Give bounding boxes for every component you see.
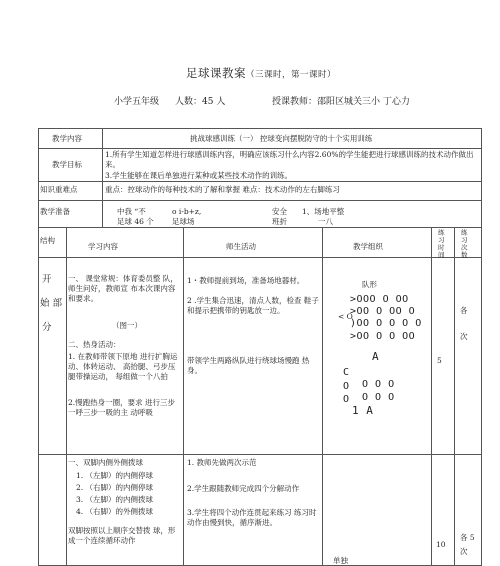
formation-o-1: O — [343, 381, 350, 392]
prep-col3-a: 安全 — [272, 207, 287, 216]
section2-summary: 双脚按照以上顺序交替拨 球，形成一个连续循环动作 — [68, 526, 176, 546]
prep-col2-b: 足球场 — [172, 217, 195, 226]
section2-title: 一、双脚内侧外侧拨球 — [68, 458, 143, 467]
prep-label: 教学准备 — [40, 207, 70, 216]
section2-activity-2: 2.学生跟随教师完成四个分解动作 — [187, 484, 300, 493]
formation-bottom-row-2: O O O — [362, 392, 395, 403]
content-value: 挑战球感训练（一） 控球变向摆脱防守的十个实用训练 — [190, 134, 373, 143]
section1-warmup-title: 二、热身活动： — [68, 340, 121, 349]
section1-figure-ref: （图一） — [112, 321, 142, 330]
section2-activity-1: 1. 教师先做两次示范 — [187, 458, 257, 467]
goal-item-3: 3.学生能够在课后单独进行某种或某些技术动作的训练。 — [105, 171, 293, 180]
page-subtitle: （三课时，第一课时） — [246, 70, 337, 80]
section1-warmup-2: 2.慢跑热身一圈，要求 进行三步一呼三步一吸的主 动呼吸 — [68, 398, 176, 418]
section2-step-2: 2. （右脚）的内侧停球 — [76, 483, 154, 492]
formation-row-2: >OO O OO O — [350, 306, 416, 317]
page-title: 足球课教案（三课时，第一课时） — [186, 66, 337, 80]
key-points-value: 重点：控球动作的每种技术的了解和掌握 难点：技术动作的左右脚练习 — [105, 185, 340, 194]
prep-col4-b: 一八 — [318, 217, 333, 226]
section1-times-1: 各 — [460, 306, 468, 315]
goal-item-1: 1.所有学生知道怎样进行球感训练内容，明确应该练习什么内容2.60%的学生能把进行球感训练的技术动作做出来。 — [105, 150, 474, 170]
section2-step-4: 4. （右脚）的外侧拨球 — [76, 507, 154, 516]
formation-bottom-row-1: O O O — [362, 379, 395, 390]
section1-warmup-1: 1. 在教师带领下原地 进行扩胸运动、体转运动、 高抬腿、弓步压腿带操运动， 每组做一个八拍 — [68, 352, 178, 382]
formation-row-4: >OO O O OO — [350, 331, 416, 342]
section2-time: 10 — [436, 540, 446, 549]
teacher-label: 授课教师：邵阳区城关三小 丁心力 — [272, 97, 410, 107]
section2-step-3: 3. （左脚）的内侧拨球 — [76, 495, 154, 504]
section2-activity-3: 3.学生将四个动作连贯起来练习 练习时动作由慢到快，循序渐进。 — [187, 508, 317, 528]
goal-label: 教学目标 — [52, 160, 82, 169]
grade-label: 小学五年级 — [114, 97, 160, 107]
formation-teacher-a: A — [372, 350, 380, 363]
formation-c: C — [343, 367, 350, 378]
key-points-label: 知识重难点 — [40, 185, 78, 194]
head-structure: 结构 — [40, 236, 55, 245]
prep-col4-a: 1、场地平整 — [302, 207, 345, 216]
prep-col1-a: 中我 “不 — [117, 207, 146, 216]
formation-title: 队形 — [362, 280, 377, 289]
head-practice-times: 练习次数 — [459, 229, 468, 259]
section2-times-1: 各 5 — [460, 533, 475, 542]
section2-times-2: 次 — [460, 547, 468, 556]
head-practice-time: 练习时间 — [436, 229, 445, 259]
formation-o-2: O — [343, 394, 350, 405]
student-count: 人数：45 人 — [175, 97, 226, 107]
prep-col1-b: 足球 46 个 — [117, 217, 154, 226]
head-learn-content: 学习内容 — [88, 242, 118, 251]
section1-label-1: 开 — [42, 274, 52, 285]
formation-row-3: )OO O O O O — [350, 318, 422, 329]
section1-time: 5 — [437, 356, 442, 365]
formation-teacher-mark: < O — [338, 312, 353, 321]
section1-activity-3: 带领学生两路纵队进行绕球场慢跑 热身。 — [187, 356, 310, 376]
section1-activity-2: 2 .学生集合迅速，清点人数，检查 鞋子和提示把携带的钥匙放一边。 — [187, 296, 319, 316]
section1-times-2: 次 — [460, 332, 468, 341]
section1-label-3: 分 — [42, 322, 52, 333]
head-activity: 师生活动 — [226, 242, 256, 251]
section1-activity-1: 1・教师提前到场，准备场地器材。 — [187, 276, 305, 285]
prep-col2-a: o i-b+z, — [172, 207, 202, 216]
prep-col3-b: 班折 — [272, 217, 287, 226]
section2-org-note: 单独 — [333, 556, 348, 565]
content-label: 教学内容 — [52, 134, 82, 143]
section1-routine: 一、 课堂常规：体育委员整 队，师生问好，教师宣 布本次课内容和要求。 — [68, 274, 178, 304]
formation-bottom-a: 1 A — [352, 404, 374, 417]
formation-row-1: >OOO O OO — [350, 294, 409, 305]
section2-step-1: 1. （左脚）的内侧停球 — [76, 471, 154, 480]
section1-label-2: 始 部 — [40, 298, 63, 309]
head-organization: 教学组织 — [353, 242, 383, 251]
